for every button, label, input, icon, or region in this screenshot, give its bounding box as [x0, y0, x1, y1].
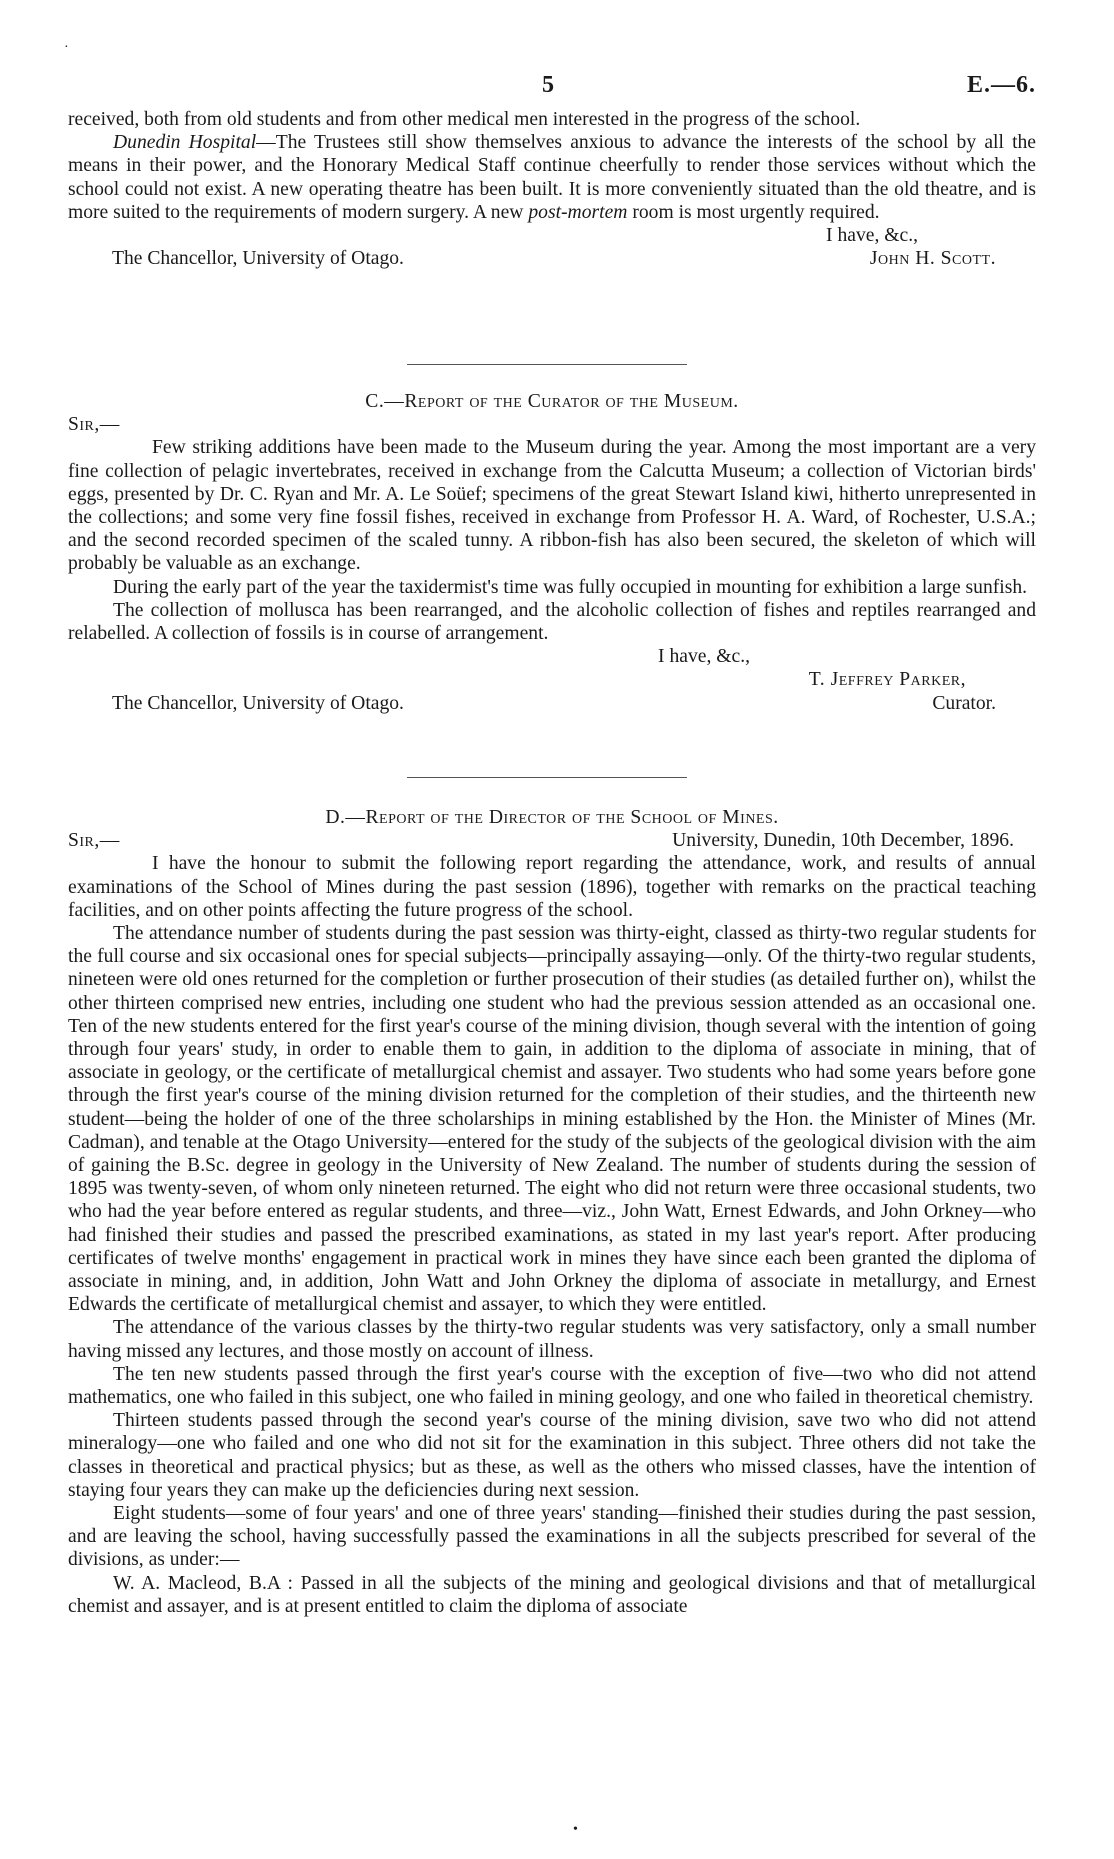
section-b-end — [68, 108, 1036, 270]
signature-row — [68, 668, 1036, 691]
section-divider — [407, 777, 687, 778]
signature-row — [68, 247, 1036, 270]
closing-row — [68, 645, 1036, 668]
paragraph: I have the honour to submit the following report regarding the attendance, work, and results of annual examinations of the School of Mines during the past session (1896), together with remarks on the practical teaching facilities, and on other points affecting the future progress of the school. — [68, 853, 1036, 921]
paragraph: Thirteen students passed through the second year's course of the mining division, save two who did not attend mineralogy—one who failed and one who did not sit for the examination in this subject. Three others did not take the classes in theoretical and practical physics; but as these, as well as the others who missed classes, have the intention of staying four years they can make up the deficiencies during next session. — [68, 1410, 1036, 1501]
section-divider — [407, 364, 687, 365]
italic-heading: Dunedin Hospital — [113, 132, 257, 154]
page-header — [0, 74, 1114, 102]
dateline: University, Dunedin, 10th December, 1896. — [672, 830, 1014, 852]
page-code: E.—6. — [966, 72, 1036, 98]
addressee: The Chancellor, University of Otago. — [112, 692, 404, 714]
section-d — [68, 806, 1036, 1618]
italic-term: post-mortem — [528, 201, 628, 223]
paragraph-text: —The Trustees still show themselves anxious to advance the interests of the school by all the means in their power, and the Honorary Medical Staff continue cheerfully to render those services without which the school could not exist. A new operating theatre has been built. It is more conveniently situated than the old theatre, and is more suited to the requirements of modern surgery. A new — [68, 132, 1037, 223]
salutation: Sir,— — [68, 830, 120, 852]
page-mark-bottom: • — [573, 1822, 578, 1837]
role: Curator. — [932, 692, 996, 714]
addressee-row — [68, 692, 1036, 715]
paragraph: received, both from old students and from other medical men interested in the progress of the school. — [68, 109, 861, 130]
paragraph: The collection of mollusca has been rearranged, and the alcoholic collection of fishes and reptiles rearranged and relabelled. A collection of fossils is in course of arrangement. — [68, 599, 1036, 645]
paragraph: During the early part of the year the taxidermist's time was fully occupied in mounting for exhibition a large sunfish. — [113, 576, 1028, 598]
salutation: Sir,— — [68, 414, 120, 436]
section-title: D.—Report of the Director of the School of Mines. — [325, 807, 779, 828]
salutation-row — [68, 829, 1036, 852]
paragraph — [68, 131, 1036, 224]
signature: John H. Scott. — [869, 248, 996, 270]
paragraph: Few striking additions have been made to the Museum during the year. Among the most important are a very fine collection of pelagic invertebrates, received in exchange from the Calcutta Museum; a collection of Victorian birds' eggs, presented by Dr. C. Ryan and Mr. A. Le Soüef; specimens of the great Stewart Island kiwi, hitherto unrepresented in the collections; and some very fine fossil fishes, received in exchange from Professor H. A. Ward, of Rochester, U.S.A.; and the second recorded specimen of the scaled tunny. A ribbon-fish has also been secured, the skeleton of which will probably be valuable as an exchange. — [68, 437, 1036, 575]
paragraph: The ten new students passed through the first year's course with the exception of five—two who did not attend mathematics, one who failed in this subject, one who failed in mining geology, and one who failed in theoretical chemistry. — [68, 1363, 1036, 1409]
closing-row — [68, 224, 1036, 247]
paragraph: Eight students—some of four years' and one of three years' standing—finished their studies during the past session, and are leaving the school, having successfully passed the examinations in all the subjects prescribed for several of the divisions, as under:— — [68, 1503, 1036, 1571]
closing: I have, &c., — [826, 225, 918, 247]
section-c — [68, 390, 1036, 715]
signature: T. Jeffrey Parker, — [808, 669, 966, 691]
closing: I have, &c., — [658, 646, 750, 668]
section-title: C.—Report of the Curator of the Museum. — [365, 391, 739, 412]
addressee: The Chancellor, University of Otago. — [112, 248, 404, 270]
page-number: 5 — [542, 72, 554, 98]
paragraph-text: room is most urgently required. — [627, 201, 880, 223]
paragraph: The attendance number of students during the past session was thirty-eight, classed as thirty-two regular students for the full course and six occasional ones for special subjects—principally assaying—only. Of the thirty-two regular students, nineteen were old ones returned for the completion or further prosecution of their studies (as detailed further on), whilst the other thirteen comprised new entries, including one student who had the previous session attended as an occasional one. Ten of the new students entered for the first year's course of the mining division, though several with the intention of going through four years' study, in order to enable them to gain, in addition to the diploma of associate in mining, that of associate in geology, or the certificate of metallurgical chemist and assayer. Two students who had some years before gone through the first year's course of the mining division returned for the completion of their studies, and the thirteenth new student—being the holder of one of the three scholarships in mining established by the Hon. the Minister of Mines (Mr. Cadman), and tenable at the Otago University—entered for the study of the subjects of the geological division with the aim of gaining the B.Sc. degree in geology in the University of New Zealand. The number of students during the session of 1895 was twenty-seven, of whom only nineteen returned. The eight who did not return were three occasional students, two who had the year before entered as regular students, and three—viz., John Watt, Ernest Edwards, and John Orkney—who had finished their studies and passed the prescribed examinations, as stated in my last year's report. After producing certificates of twelve months' engagement in practical work in mines they have since each been granted the diploma of associate in mining, and, in addition, John Watt and John Orkney the diploma of associate in metallurgy, and Ernest Edwards the certificate of metallurgical chemist and assayer, to which they were entitled. — [68, 923, 1036, 1316]
paragraph: The attendance of the various classes by the thirty-two regular students was very satisfactory, only a small number having missed any lectures, and those mostly on account of illness. — [68, 1317, 1036, 1362]
page-mark-top: · — [64, 40, 69, 55]
paragraph: W. A. Macleod, B.A : Passed in all the subjects of the mining and geological divisions and that of metallurgical chemist and assayer, and is at present entitled to claim the diploma of associate — [68, 1572, 1036, 1617]
